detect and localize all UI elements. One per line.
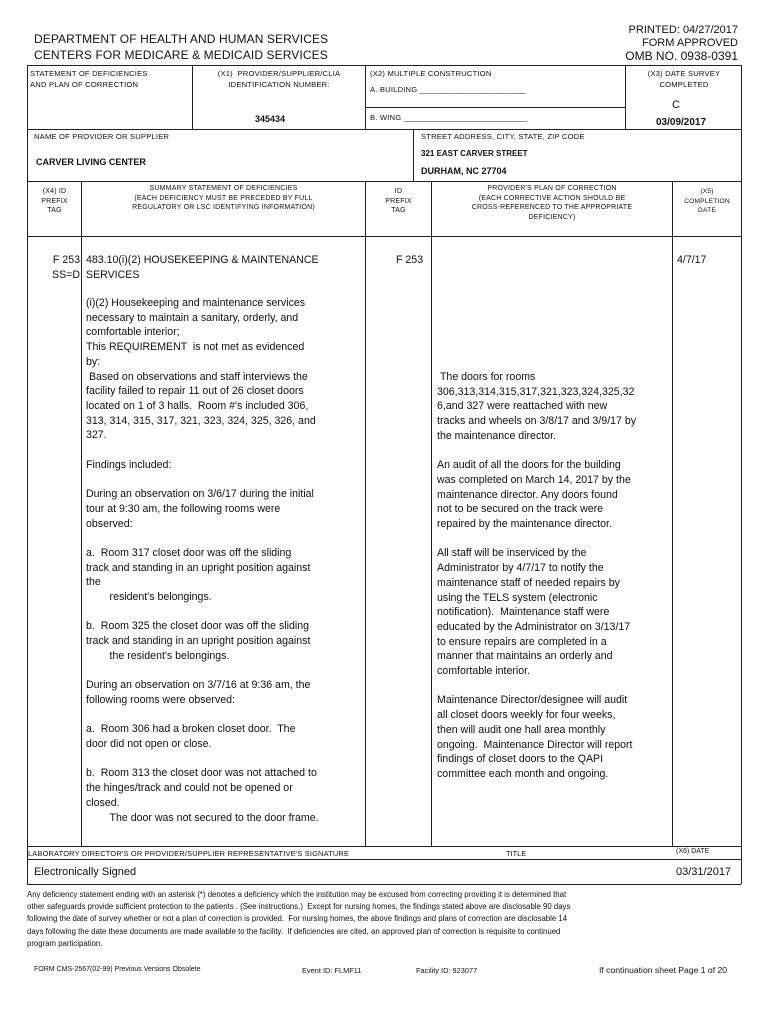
summary-col-divider (365, 181, 366, 846)
x3-divider (625, 65, 626, 129)
x6-date-label: (X6) DATE (676, 848, 710, 855)
scope-severity: SS=D (52, 268, 80, 281)
facility-id: Facility ID: 923077 (416, 966, 478, 975)
page-number: If continuation sheet Page 1 of 20 (599, 965, 728, 975)
plan-paragraph: All staff will be inserviced by the Administrator by 4/7/17 to notify the maintenance staff of needed repairs by using the TELS system (electronic notification). Maintenance staff were educated by the Administrator on 3/13/17 to ensure repairs are completed in a manner that maintains an orderly and comfortable interior. (437, 547, 631, 678)
summary-paragraph: a. Room 317 closet door was off the sliding track and standing in an upright position against the resident's belongings. (86, 546, 311, 604)
summary-paragraph: a. Room 306 had a broken closet door. The door did not open or close. (86, 723, 296, 750)
deficiency-tag-block (32, 253, 80, 282)
id-col-divider (431, 181, 432, 846)
deficiency-tag: F 253 (52, 254, 80, 266)
row1-bottom-border (27, 129, 741, 130)
signature-label: LABORATORY DIRECTOR'S OR PROVIDER/SUPPLIER REPRESENTATIVE'S SIGNATURE (28, 849, 350, 858)
summary-paragraph: (i)(2) Housekeeping and maintenance services necessary to maintain a sanitary, orderly, and comfortable interior; This REQUIREMENT is not met as evidenced by: Based on observations and staff interviews the facility failed to repair 11 out of 26 closet doors located on 1 of 3 halls. Room #'s included 306, 313, 314, 315, 317, 321, 323, 324, 325, 326, and 327. (86, 297, 316, 442)
right-border (741, 65, 742, 884)
city-state-zip: DURHAM, NC 27704 (421, 166, 507, 176)
summary-header: SUMMARY STATEMENT OF DEFICIENCIES (EACH DEFICIENCY MUST BE PRECEDED BY FULL REGULATORY OR LSC IDENTIFYING INFORMATION) (132, 185, 315, 211)
summary-paragraph: b. Room 313 the closet door was not attached to the hinges/track and could not be opened or closed. The door was not secured to the door frame. (86, 767, 319, 824)
survey-date: 03/09/2017 (656, 117, 707, 128)
box-top-border (27, 65, 741, 66)
survey-code: C (672, 99, 680, 111)
x2-label: (X2) MULTIPLE CONSTRUCTION (370, 69, 492, 78)
signature-bottom-border (27, 884, 741, 885)
form-approved: FORM APPROVED (642, 37, 738, 49)
summary-paragraph: Findings included: (86, 458, 172, 471)
agency-header (34, 31, 328, 63)
x1-label: (X1) PROVIDER/SUPPLIER/CLIA IDENTIFICATION NUMBER: (217, 69, 341, 89)
row2-bottom-border (27, 181, 741, 182)
plan-paragraph: Maintenance Director/designee will audit all closet doors weekly for four weeks, then will audit one hall area monthly ongoing. Maintenance Director will report findings of closet doors to the QAPI committee each month and ongoing. (437, 694, 633, 780)
summary-statement (86, 296, 362, 825)
provider-id: 345434 (255, 114, 286, 124)
printed-date: PRINTED: 04/27/2017 (628, 24, 738, 36)
title-label: TITLE (506, 849, 527, 858)
signed-by: Electronically Signed (34, 866, 137, 878)
centers-name: CENTERS FOR MEDICARE & MEDICAID SERVICES (34, 48, 328, 62)
x5-header: (X5) COMPLETION DATE (684, 188, 730, 214)
x1-divider (192, 65, 193, 129)
dept-name: DEPARTMENT OF HEALTH AND HUMAN SERVICES (34, 32, 329, 46)
column-header-bottom-border (27, 236, 741, 237)
disclaimer-text: Any deficiency statement ending with an asterisk (*) denotes a deficiency which the institution may be excused from correcting providing it is determined that other safeguards provide sufficient protection to the patients . (See instructions.) Except for nursing homes, the findings stated above are disclosable 90 days following the date of survey whether or not a plan of correction is provided. For nursing homes, the above findings and plans of correction are disclosable 14 days following the date these documents are made available to the facility. If deficiencies are cited, an approved plan of correction is requisite to continued program participation. (27, 890, 571, 948)
plan-paragraph: The doors for rooms 306,313,314,315,317,321,323,324,325,32 6,and 327 were reattached with new tracks and wheels on 3/8/17 and 3/9/17 by the maintenance director. (437, 371, 637, 442)
x2-divider (365, 65, 366, 129)
signature-date: 03/31/2017 (676, 866, 732, 878)
x3-label: (X3) DATE SURVEY COMPLETED (647, 69, 721, 89)
street-address: 321 EAST CARVER STREET (421, 149, 528, 158)
provider-name-label: NAME OF PROVIDER OR SUPPLIER (34, 132, 170, 141)
form-number: FORM CMS-2567(02-99) Previous Versions Obsolete (34, 966, 201, 973)
building-label: A. BUILDING ________________________ (370, 85, 526, 94)
summary-paragraph: b. Room 325 the closet door was off the sliding track and standing in an upright position against the resident's belongings. (86, 620, 311, 662)
plan-of-correction (437, 370, 669, 782)
address-divider (413, 129, 414, 181)
construction-divider (365, 107, 625, 108)
table-bottom-border (27, 846, 741, 847)
plan-id-tag: F 253 (396, 254, 424, 266)
provider-name: CARVER LIVING CENTER (36, 157, 146, 167)
summary-paragraph: During an observation on 3/6/17 during the initial tour at 9:30 am, the following rooms were observed: (86, 488, 314, 530)
wing-label: B. WING ____________________________ (370, 113, 528, 122)
signature-label-border (27, 859, 741, 860)
deficiency-title: 483.10(i)(2) HOUSEKEEPING & MAINTENANCE SERVICES (86, 254, 319, 281)
plan-paragraph: An audit of all the doors for the building was completed on March 14, 2017 by the maintenance director. Any doors found not to be secured on the track were repaired by the maintenance director. (437, 459, 631, 531)
event-id: Event ID: FLMF11 (302, 966, 362, 975)
x4-header: (X4) ID PREFIX TAG (41, 188, 68, 214)
completion-date: 4/7/17 (677, 254, 707, 266)
plan-col-divider (672, 181, 673, 846)
plan-header: PROVIDER'S PLAN OF CORRECTION (EACH CORRECTIVE ACTION SHOULD BE CROSS-REFERENCED TO THE APPROPRIATE DEFICIENCY) (471, 185, 633, 221)
form-info (625, 24, 738, 63)
statement-label: STATEMENT OF DEFICIENCIES AND PLAN OF CORRECTION (30, 69, 148, 89)
omb-number: OMB NO. 0938-0391 (625, 49, 738, 63)
summary-paragraph: During an observation on 3/7/16 at 9:36 am, the following rooms were observed: (86, 679, 311, 706)
x4-col-divider (81, 181, 82, 846)
id-header: ID PREFIX TAG (385, 188, 412, 214)
address-label: STREET ADDRESS, CITY, STATE, ZIP CODE (421, 132, 585, 141)
